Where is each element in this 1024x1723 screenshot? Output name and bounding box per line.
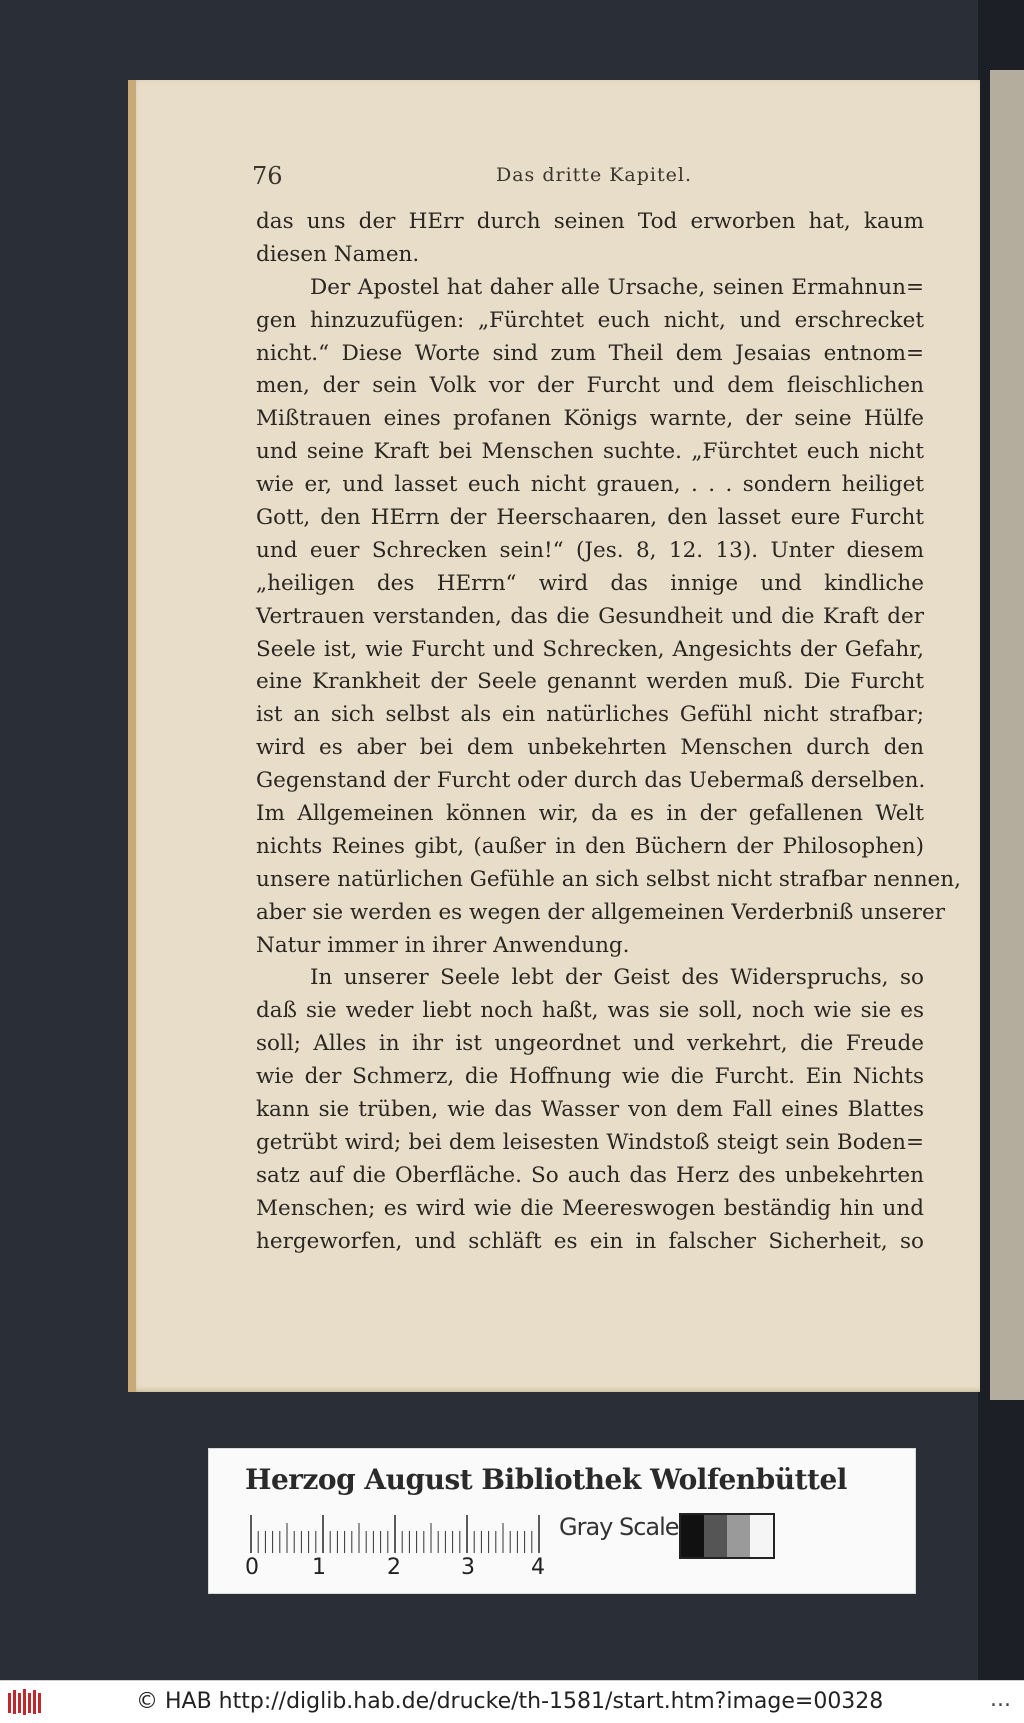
text-line: nicht.“ Diese Worte sind zum Theil dem Jesaias entnom= xyxy=(256,340,924,366)
text-line: Im Allgemeinen können wir, da es in der gefallenen Welt xyxy=(256,801,924,827)
text-line: wird es aber bei dem unbekehrten Menschen durch den xyxy=(256,735,924,761)
text-line: satz auf die Oberfläche. So auch das Herz des unbekehrten xyxy=(256,1162,924,1188)
institution-name: Herzog August Bibliothek Wolfenbüttel xyxy=(245,1463,847,1496)
adjacent-page-edge xyxy=(990,70,1024,1400)
text-line: Seele ist, wie Furcht und Schrecken, Angesichts der Gefahr, xyxy=(256,636,924,662)
text-line: und seine Kraft bei Menschen suchte. „Fürchtet euch nicht xyxy=(256,439,924,465)
text-line: In unserer Seele lebt der Geist des Widerspruchs, so xyxy=(310,965,924,991)
grayscale-swatch xyxy=(727,1515,750,1557)
grayscale-swatch xyxy=(750,1515,773,1557)
ruler-label-3: 3 xyxy=(461,1555,475,1580)
ruler-scale xyxy=(247,1513,547,1561)
text-line: das uns der HErr durch seinen Tod erworben hat, kaum xyxy=(256,209,924,234)
text-line: ist an sich selbst als ein natürliches Gefühl nicht strafbar; xyxy=(256,702,924,728)
text-line: hergeworfen, und schläft es ein in falscher Sicherheit, so xyxy=(256,1228,924,1254)
text-line: getrübt wird; bei dem leisesten Windstoß steigt sein Boden= xyxy=(256,1129,924,1155)
page-number: 76 xyxy=(252,162,283,190)
ruler-label-1: 1 xyxy=(312,1555,326,1580)
text-line: wie der Schmerz, die Hoffnung wie die Furcht. Ein Nichts xyxy=(256,1064,924,1090)
text-line: Gegenstand der Furcht oder durch das Uebermaß derselben. xyxy=(256,768,926,794)
text-line: soll; Alles in ihr ist ungeordnet und verkehrt, die Freude xyxy=(256,1031,924,1057)
grayscale-swatch xyxy=(681,1515,704,1557)
text-line: und euer Schrecken sein!“ (Jes. 8, 12. 13). Unter diesem xyxy=(256,537,924,563)
text-line: gen hinzuzufügen: „Fürchtet euch nicht, und erschrecket xyxy=(256,307,924,333)
grayscale-swatch xyxy=(704,1515,727,1557)
body-text xyxy=(256,206,961,1259)
grayscale-swatches xyxy=(679,1513,775,1559)
text-line: kann sie trüben, wie das Wasser von dem Fall eines Blattes xyxy=(256,1097,924,1123)
text-line: men, der sein Volk vor der Furcht und dem fleischlichen xyxy=(256,373,924,399)
source-url-link[interactable]: © HAB http://diglib.hab.de/drucke/th-1581/start.htm?image=00328 xyxy=(136,1689,884,1714)
chapter-title: Das dritte Kapitel. xyxy=(496,164,692,186)
text-line: „heiligen des HErrn“ wird das innige und kindliche xyxy=(256,570,924,596)
hab-logo-icon xyxy=(6,1687,46,1717)
text-line: Menschen; es wird wie die Meereswogen beständig hin und xyxy=(256,1195,924,1221)
text-line: daß sie weder liebt noch haßt, was sie soll, noch wie sie es xyxy=(256,998,924,1024)
ruler-label-0: 0 xyxy=(245,1555,259,1580)
text-line: Mißtrauen eines profanen Königs warnte, der seine Hülfe xyxy=(256,406,924,432)
page-gutter-shadow xyxy=(128,80,136,1392)
text-line: Gott, den HErrn der Heerschaaren, den lasset eure Furcht xyxy=(256,505,924,531)
grayscale-label: Gray Scale xyxy=(559,1513,679,1541)
text-line: aber sie werden es wegen der allgemeinen Verderbniß unserer xyxy=(256,899,945,925)
text-line: eine Krankheit der Seele genannt werden muß. Die Furcht xyxy=(256,669,924,695)
more-menu-button[interactable]: ... xyxy=(990,1687,1011,1712)
viewer-footer xyxy=(0,1680,1024,1723)
running-head xyxy=(252,162,952,192)
text-line: diesen Namen. xyxy=(256,241,420,267)
color-calibration-bar xyxy=(208,1448,916,1594)
text-line: unsere natürlichen Gefühle an sich selbst nicht strafbar nennen, xyxy=(256,866,961,892)
ruler-label-2: 2 xyxy=(387,1555,401,1580)
text-line: wie er, und lasset euch nicht grauen, . . . sondern heiliget xyxy=(256,472,924,498)
text-line: Vertrauen verstanden, das die Gesundheit und die Kraft der xyxy=(256,603,924,629)
text-line: Der Apostel hat daher alle Ursache, seinen Ermahnun= xyxy=(310,274,924,300)
ruler-label-4: 4 xyxy=(531,1555,545,1580)
text-line: Natur immer in ihrer Anwendung. xyxy=(256,932,630,958)
text-line: nichts Reines gibt, (außer in den Büchern der Philosophen) xyxy=(256,833,924,859)
